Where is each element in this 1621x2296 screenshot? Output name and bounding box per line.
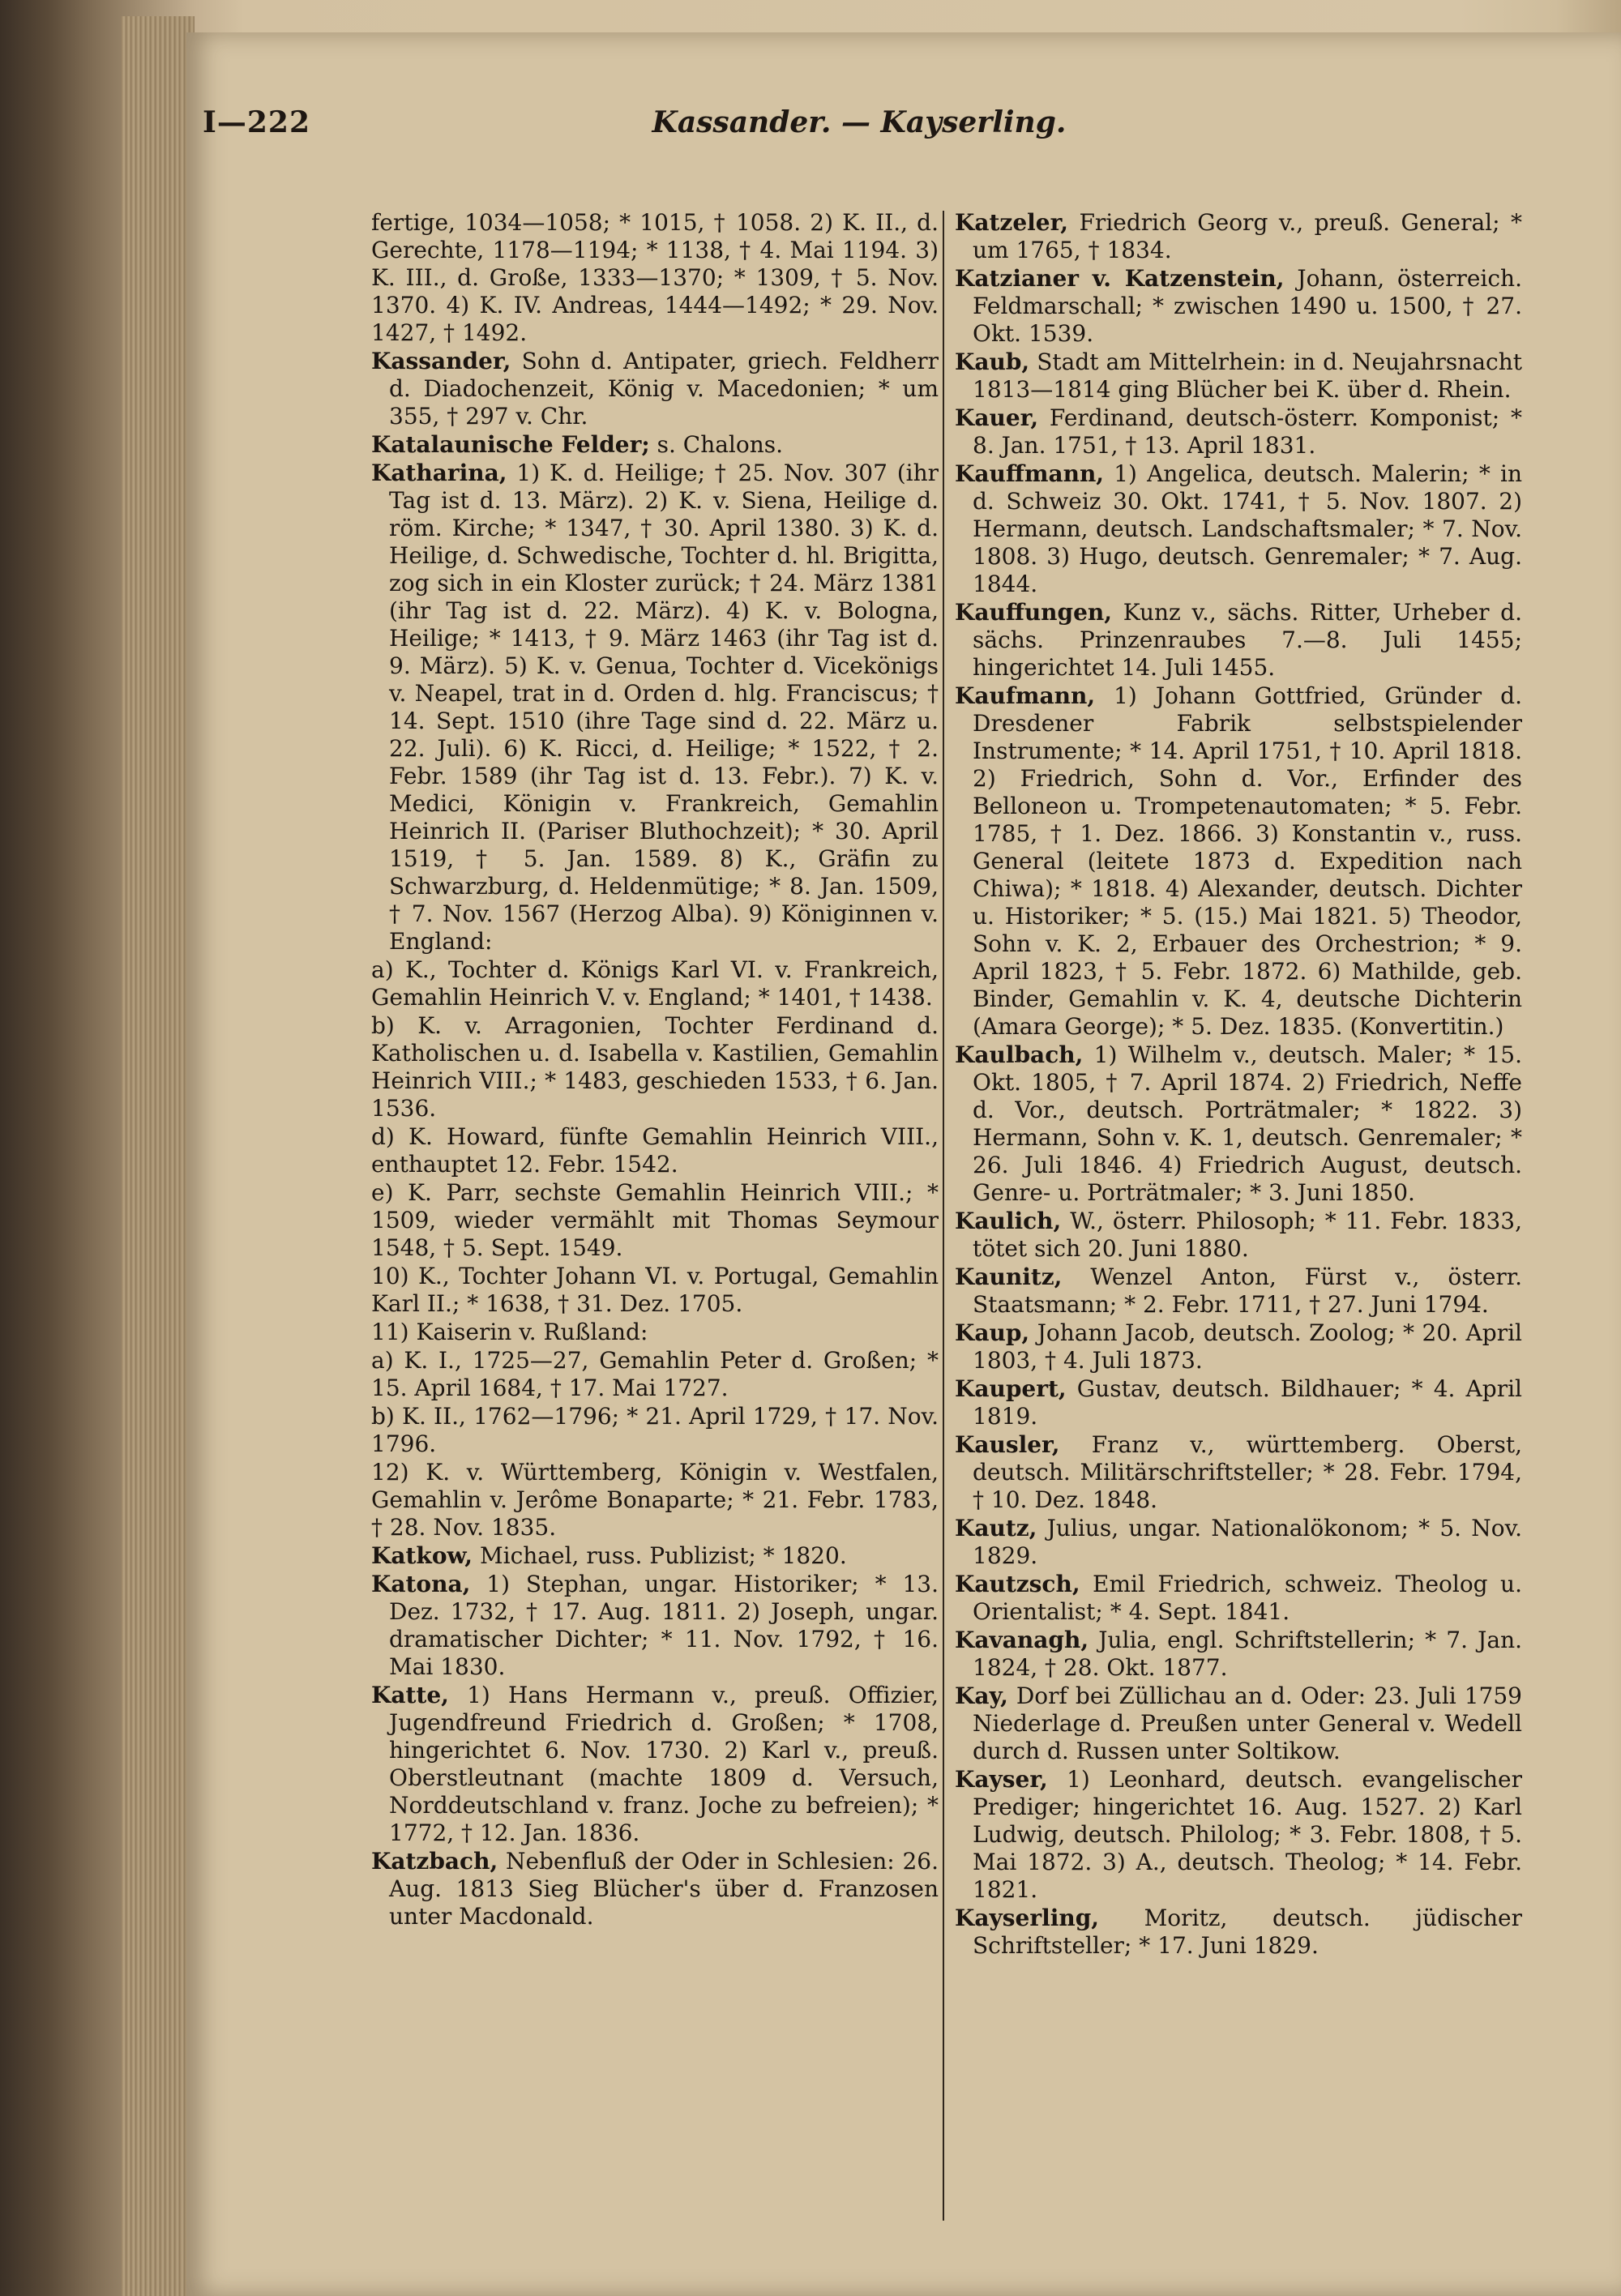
entry-text: Michael, russ. Publizist; * 1820. — [479, 1542, 847, 1569]
dictionary-entry — [955, 1515, 1522, 1570]
entry-text: Gustav, deutsch. Bildhauer; * 4. April 1819. — [973, 1375, 1522, 1430]
entry-text: 1) Leonhard, deutsch. evangelischer Prediger; hingerichtet 16. Aug. 1527. 2) Karl Ludwig, deutsch. Philolog; * 3. Febr. 1808, † 5. Mai 1872. 3) A., deutsch. Theolog; * 14. Febr. 1821. — [973, 1766, 1522, 1903]
entry-text: d) K. Howard, fünfte Gemahlin Heinrich VIII., enthauptet 12. Febr. 1542. — [371, 1123, 939, 1178]
entry-headword: Kaulbach, — [955, 1041, 1084, 1068]
page-edges — [122, 16, 195, 2296]
entry-headword: Kaupert, — [955, 1375, 1067, 1402]
entry-text: 11) Kaiserin v. Rußland: — [371, 1319, 648, 1345]
dictionary-entry — [371, 1263, 939, 1318]
entry-text: 1) Stephan, ungar. Historiker; * 13. Dez. 1732, † 17. Aug. 1811. 2) Joseph, ungar. dramatischer Dichter; * 11. Nov. 1792, † 16. Mai 1830. — [389, 1571, 939, 1680]
entry-text: Dorf bei Züllichau an d. Oder: 23. Juli 1759 Niederlage d. Preußen unter General v. Wedell durch d. Russen unter Soltikow. — [973, 1682, 1522, 1764]
entry-text: 12) K. v. Württemberg, Königin v. Westfalen, Gemahlin v. Jerôme Bonaparte; * 21. Febr. 1783, † 28. Nov. 1835. — [371, 1459, 939, 1541]
entry-headword: Kaup, — [955, 1319, 1030, 1346]
dictionary-entry — [371, 956, 939, 1011]
dictionary-entry — [371, 1319, 939, 1346]
entry-headword: Katona, — [371, 1571, 471, 1597]
dictionary-entry — [955, 460, 1522, 598]
dictionary-entry — [955, 1208, 1522, 1263]
dictionary-entry — [371, 1459, 939, 1541]
dictionary-entry — [371, 1347, 939, 1402]
entry-headword: Katkow, — [371, 1542, 473, 1569]
dictionary-entry — [955, 1263, 1522, 1319]
entry-headword: Kautz, — [955, 1515, 1037, 1541]
entry-text: 1) Hans Hermann v., preuß. Offizier, Jugendfreund Friedrich d. Großen; * 1708, hingerichtet 6. Nov. 1730. 2) Karl v., preuß. Oberstleutnant (machte 1809 d. Versuch, Norddeutschland v. franz. Joche zu befreien); * 1772, † 12. Jan. 1836. — [389, 1682, 939, 1846]
entry-text: b) K. v. Arragonien, Tochter Ferdinand d. Katholischen u. d. Isabella v. Kastilien, Gemahlin Heinrich VIII.; * 1483, geschieden 1533, † 6. Jan. 1536. — [371, 1012, 939, 1122]
entry-headword: Kavanagh, — [955, 1627, 1089, 1653]
dictionary-entry — [371, 1012, 939, 1122]
right-column — [955, 209, 1522, 2235]
entry-text: 1) Johann Gottfried, Gründer d. Dresdener Fabrik selbstspielender Instrumente; * 14. April 1751, † 10. April 1818. 2) Friedrich, Sohn d. Vor., Erfinder des Belloneon u. Trompetenautomaten; * 5. Febr. 1785, † 1. Dez. 1866. 3) Konstantin v., russ. General (leitete 1873 d. Expedition nach Chiwa); * 1818. 4) Alexander, deutsch. Dichter u. Historiker; * 5. (15.) Mai 1821. 5) Theodor, Sohn v. K. 2, Erbauer des Orchestrion; * 9. April 1823, † 5. Febr. 1872. 6) Mathilde, geb. Binder, Gemahlin v. K. 4, deutsche Dichterin (Amara George); * 5. Dez. 1835. (Konvertitin.) — [973, 682, 1522, 1040]
dictionary-entry — [371, 1179, 939, 1262]
entry-text: fertige, 1034—1058; * 1015, † 1058. 2) K. II., d. Gerechte, 1178—1194; * 1138, † 4. Mai 1194. 3) K. III., d. Große, 1333—1370; * 1309, † 5. Nov. 1370. 4) K. IV. Andreas, 1444—1492; * 29. Nov. 1427, † 1492. — [371, 209, 939, 346]
dictionary-entry — [955, 404, 1522, 460]
entry-text: Julius, ungar. Nationalökonom; * 5. Nov. 1829. — [973, 1515, 1522, 1569]
dictionary-entry — [955, 1319, 1522, 1375]
dictionary-entry — [371, 1848, 939, 1930]
entry-headword: Katharina, — [371, 460, 507, 486]
entry-headword: Kayserling, — [955, 1905, 1100, 1931]
entry-text: Kunz v., sächs. Ritter, Urheber d. sächs. Prinzenraubes 7.—8. Juli 1455; hingerichtet 14. Juli 1455. — [973, 599, 1522, 681]
entry-headword: Kauffungen, — [955, 599, 1113, 626]
entry-headword: Katzeler, — [955, 209, 1069, 236]
entry-text: W., österr. Philosoph; * 11. Febr. 1833, tötet sich 20. Juni 1880. — [973, 1208, 1522, 1262]
entry-text: Wenzel Anton, Fürst v., österr. Staatsmann; * 2. Febr. 1711, † 27. Juni 1794. — [973, 1263, 1522, 1318]
entry-text: Stadt am Mittelrhein: in d. Neujahrsnacht 1813—1814 ging Blücher bei K. über d. Rhein. — [973, 348, 1522, 403]
dictionary-entry — [371, 1571, 939, 1681]
dictionary-entry — [955, 599, 1522, 682]
entry-text: Sohn d. Antipater, griech. Feldherr d. Diadochenzeit, König v. Macedonien; * um 355, † 297 v. Chr. — [389, 348, 939, 430]
dictionary-entry — [955, 1905, 1522, 1960]
dictionary-entry — [955, 1431, 1522, 1514]
entry-headword: Kaulich, — [955, 1208, 1062, 1234]
dictionary-entry — [955, 265, 1522, 348]
entry-headword: Katzbach, — [371, 1848, 498, 1875]
entry-headword: Kaunitz, — [955, 1263, 1063, 1290]
entry-text: Johann Jacob, deutsch. Zoolog; * 20. April 1803, † 4. Juli 1873. — [973, 1319, 1522, 1374]
dictionary-entry — [955, 1375, 1522, 1430]
entry-text: Nebenfluß der Oder in Schlesien: 26. Aug. 1813 Sieg Blücher's über d. Franzosen unter Macdonald. — [389, 1848, 939, 1930]
entry-text: Ferdinand, deutsch-österr. Komponist; * 8. Jan. 1751, † 13. April 1831. — [973, 404, 1522, 459]
dictionary-entry — [955, 209, 1522, 264]
dictionary-entry — [371, 209, 939, 347]
dictionary-entry — [371, 460, 939, 956]
entry-text: 1) Angelica, deutsch. Malerin; * in d. Schweiz 30. Okt. 1741, † 5. Nov. 1807. 2) Hermann, deutsch. Landschaftsmaler; * 7. Nov. 1808. 3) Hugo, deutsch. Genremaler; * 7. Aug. 1844. — [973, 460, 1522, 597]
entry-headword: Kayser, — [955, 1766, 1048, 1793]
entry-headword: Kay, — [955, 1682, 1008, 1709]
entry-headword: Kauffmann, — [955, 460, 1105, 487]
entry-headword: Katte, — [371, 1682, 449, 1708]
dictionary-entry — [955, 1766, 1522, 1904]
dictionary-entry — [371, 1542, 939, 1570]
entry-text: a) K. I., 1725—27, Gemahlin Peter d. Großen; * 15. April 1684, † 17. Mai 1727. — [371, 1347, 939, 1401]
entry-headword: Kaub, — [955, 348, 1030, 375]
entry-text: Friedrich Georg v., preuß. General; * um 1765, † 1834. — [973, 209, 1522, 263]
entry-headword: Katzianer v. Katzenstein, — [955, 265, 1285, 292]
dictionary-entry — [955, 1041, 1522, 1207]
dictionary-entry — [955, 682, 1522, 1041]
dictionary-entry — [955, 348, 1522, 404]
dictionary-entry — [371, 1403, 939, 1458]
entry-headword: Kassander, — [371, 348, 511, 374]
entry-headword: Kaufmann, — [955, 682, 1096, 709]
entry-headword: Kausler, — [955, 1431, 1060, 1458]
entry-text: a) K., Tochter d. Königs Karl VI. v. Frankreich, Gemahlin Heinrich V. v. England; * 1401, † 1438. — [371, 956, 939, 1011]
entry-text: 10) K., Tochter Johann VI. v. Portugal, Gemahlin Karl II.; * 1638, † 31. Dez. 1705. — [371, 1263, 939, 1317]
dictionary-entry — [955, 1627, 1522, 1682]
dictionary-entry — [955, 1682, 1522, 1765]
entry-text: e) K. Parr, sechste Gemahlin Heinrich VIII.; * 1509, wieder vermählt mit Thomas Seymour 1548, † 5. Sept. 1549. — [371, 1179, 939, 1261]
dictionary-entry — [955, 1571, 1522, 1626]
dictionary-entry — [371, 348, 939, 430]
entry-text: Moritz, deutsch. jüdischer Schriftsteller; * 17. Juni 1829. — [973, 1905, 1522, 1959]
dictionary-entry — [371, 431, 939, 459]
entry-text: Franz v., württemberg. Oberst, deutsch. Militärschriftsteller; * 28. Febr. 1794, † 10. Dez. 1848. — [973, 1431, 1522, 1513]
left-column — [371, 209, 939, 2235]
page-header — [203, 105, 1516, 162]
entry-text: s. Chalons. — [657, 431, 784, 458]
entry-text: Julia, engl. Schriftstellerin; * 7. Jan. 1824, † 28. Okt. 1877. — [973, 1627, 1522, 1681]
entry-text: b) K. II., 1762—1796; * 21. April 1729, † 17. Nov. 1796. — [371, 1403, 939, 1457]
entry-text: 1) K. d. Heilige; † 25. Nov. 307 (ihr Tag ist d. 13. März). 2) K. v. Siena, Heilige d. röm. Kirche; * 1347, † 30. April 1380. 3) K. d. Heilige, d. Schwedische, Tochter d. hl. Brigitta, zog sich in ein Kloster zurück; † 24. März 1381 (ihr Tag ist d. 22. März). 4) K. v. Bologna, Heilige; * 1413, † 9. März 1463 (ihr Tag ist d. 9. März). 5) K. v. Genua, Tochter d. Vicekönigs v. Neapel, trat in d. Orden d. hlg. Franciscus; † 14. Sept. 1510 (ihre Tage sind d. 22. März u. 22. Juli). 6) K. Ricci, d. Heilige; * 1522, † 2. Febr. 1589 (ihr Tag ist d. 13. Febr.). 7) K. v. Medici, Königin v. Frankreich, Gemahlin Heinrich II. (Pariser Bluthochzeit); * 30. April 1519, † 5. Jan. 1589. 8) K., Gräfin zu Schwarzburg, d. Heldenmütige; * 8. Jan. 1509, † 7. Nov. 1567 (Herzog Alba). 9) Königinnen v. England: — [389, 460, 939, 955]
running-head: Kassander. — Kayserling. — [652, 105, 1067, 139]
entry-headword: Kautzsch, — [955, 1571, 1080, 1597]
entry-text: Johann, österreich. Feldmarschall; * zwischen 1490 u. 1500, † 27. Okt. 1539. — [973, 265, 1522, 347]
entry-headword: Katalaunische Felder; — [371, 431, 650, 458]
entry-text: Emil Friedrich, schweiz. Theolog u. Orientalist; * 4. Sept. 1841. — [973, 1571, 1522, 1625]
dictionary-entry — [371, 1682, 939, 1847]
page-number: I—222 — [203, 105, 310, 139]
entry-headword: Kauer, — [955, 404, 1039, 431]
column-divider — [943, 211, 944, 2221]
entry-text: 1) Wilhelm v., deutsch. Maler; * 15. Okt. 1805, † 7. April 1874. 2) Friedrich, Neffe d. Vor., deutsch. Porträtmaler; * 1822. 3) Hermann, Sohn v. K. 1, deutsch. Genremaler; * 26. Juli 1846. 4) Friedrich August, deutsch. Genre- u. Porträtmaler; * 3. Juni 1850. — [973, 1041, 1522, 1206]
dictionary-entry — [371, 1123, 939, 1178]
